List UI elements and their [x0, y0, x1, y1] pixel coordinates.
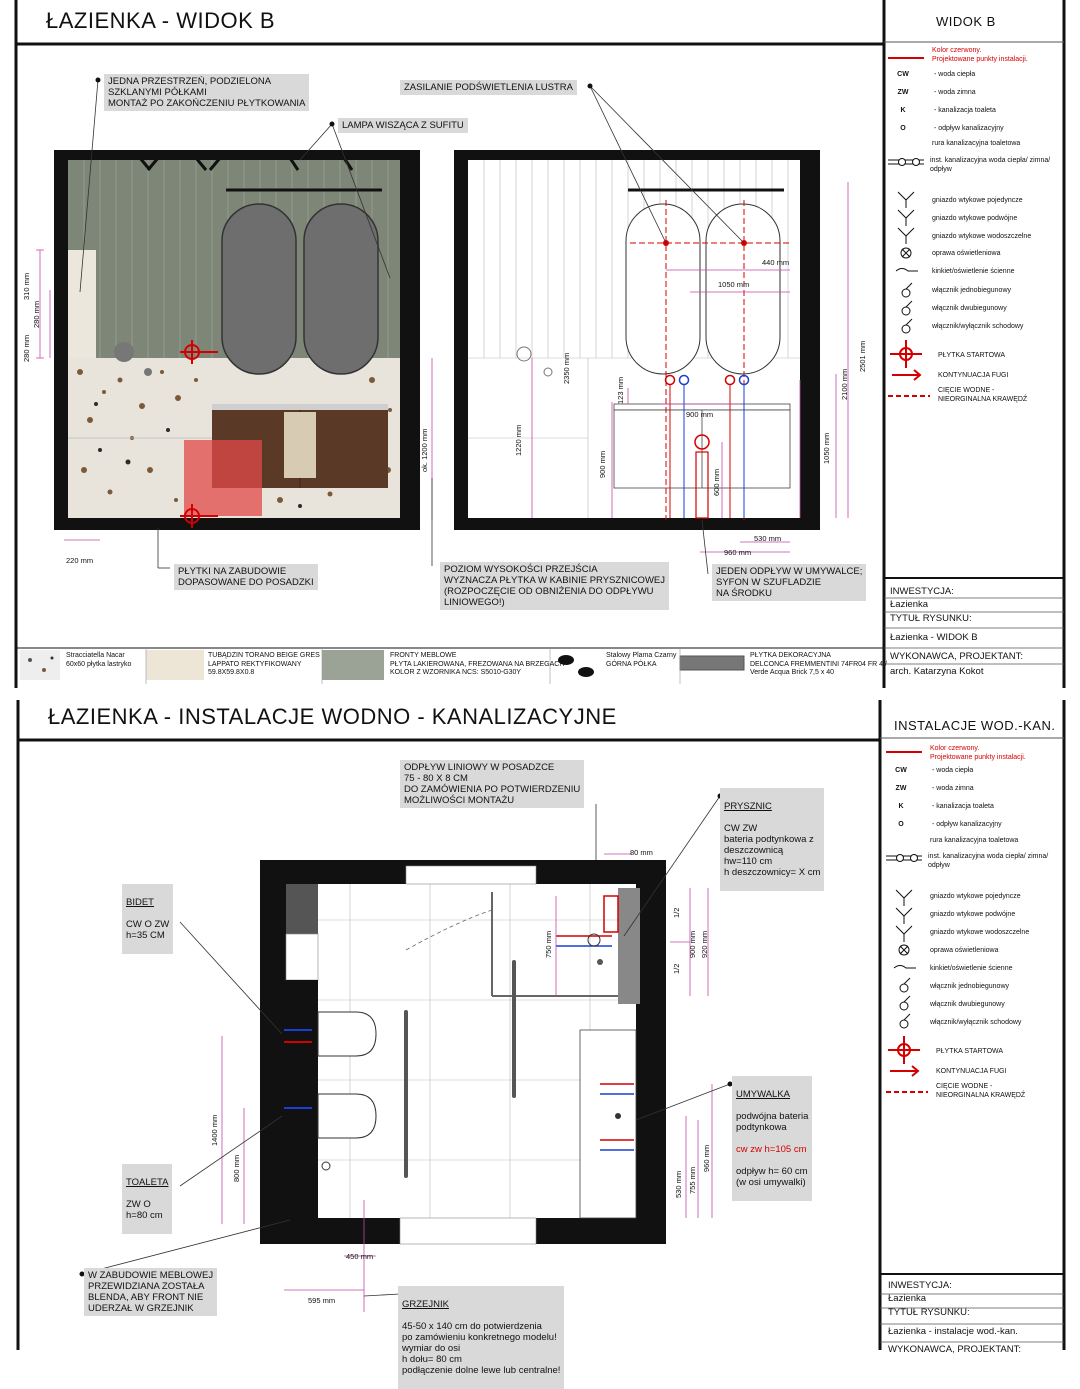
legend-pipe-label: rura kanalizacyjna toaletowa: [930, 837, 1019, 844]
info-value: Łazienka: [888, 1293, 927, 1304]
info-label: TYTUŁ RYSUNKU:: [888, 1307, 970, 1318]
dim-label: 1050 mm: [822, 432, 831, 464]
dim-label: ok. 1200 mm: [420, 428, 429, 472]
info-label: INWESTYCJA:: [888, 1280, 952, 1291]
legend-item: gniazdo wtykowe pojedyncze: [932, 197, 1023, 204]
legend-red-note: Kolor czerwony. Projektowane punkty instalacji.: [930, 745, 1026, 761]
legend-item: kinkiet/oświetlenie ścienne: [930, 965, 1013, 972]
note-title: BIDET: [126, 897, 154, 908]
legend: [888, 46, 1062, 406]
info-value: arch. Katarzyna Kokot: [890, 666, 984, 677]
dim-label: 2350 mm: [562, 352, 571, 384]
note-bidet: [122, 884, 173, 954]
title-block: [890, 584, 1060, 684]
callout-lamp: LAMPA WISZĄCA Z SUFITU: [338, 118, 468, 133]
legend-item: PŁYTKA STARTOWA: [936, 1048, 1004, 1055]
dim-label: 595 mm: [308, 1296, 336, 1305]
legend-item: włącznik/wyłącznik schodowy: [932, 323, 1024, 330]
note-body: odpływ h= 60 cm (w osi umywalki): [736, 1166, 808, 1188]
note-title: TOALETA: [126, 1177, 169, 1188]
callout-tiles: PŁYTKI NA ZABUDOWIE DOPASOWANE DO POSADZKI: [174, 564, 318, 590]
legend-item: włącznik dwubiegunowy: [932, 305, 1007, 312]
note-shower: [720, 788, 824, 891]
dim-label: 960 mm: [702, 1144, 711, 1172]
info-value: Łazienka - instalacje wod.-kan.: [888, 1326, 1018, 1337]
legend-item: gniazdo wtykowe podwójne: [932, 215, 1018, 222]
side-title-b: INSTALACJE WOD.-KAN.: [894, 718, 1056, 733]
note-body: CW O ZW h=35 CM: [126, 919, 170, 941]
dim-label: 600 mm: [712, 468, 721, 496]
legend-code-text: - woda zimna: [932, 785, 974, 792]
floor-plan: [80, 794, 733, 1313]
legend-red-note: Kolor czerwony. Projektowane punkty instalacji.: [932, 47, 1028, 63]
dim-label: 80 mm: [630, 848, 653, 857]
info-value: Łazienka: [890, 599, 929, 610]
legend-item: PŁYTKA STARTOWA: [938, 352, 1006, 359]
legend-b: [886, 742, 1060, 1102]
material-label: Stalowy Plama Czarny GÓRNA PÓŁKA: [606, 652, 677, 668]
dim-label: 310 mm: [22, 272, 31, 300]
legend-code-text: - woda zimna: [934, 89, 976, 96]
note-title: UMYWALKA: [736, 1089, 791, 1100]
info-label: TYTUŁ RYSUNKU:: [890, 613, 972, 624]
callout-blenda: W ZABUDOWIE MEBLOWEJ PRZEWIDZIANA ZOSTAŁA BLENDA, ABY FRONT NIE UDERZAŁ W GRZEJNIK: [84, 1268, 217, 1316]
side-title: WIDOK B: [936, 14, 996, 29]
dim-label: 960 mm: [724, 548, 752, 557]
legend-code: CW: [897, 71, 909, 78]
callout-drain: JEDEN ODPŁYW W UMYWALCE; SYFON W SZUFLADZIE NA ŚRODKU: [712, 564, 866, 601]
info-value: Łazienka - WIDOK B: [890, 632, 978, 643]
dim-label: 1/2: [672, 963, 681, 974]
dim-label: 1/2: [672, 907, 681, 918]
legend-item: oprawa oświetleniowa: [930, 947, 999, 954]
dim-label: 920 mm: [700, 930, 709, 958]
legend-item: inst. kanalizacyjna woda ciepła/ zimna/ odpływ: [930, 157, 1051, 173]
material-label: FRONTY MEBLOWE PŁYTA LAKIEROWANA, FREZOWANA NA BRZEGACH KOLOR Z WZORNIKA NCS: S5010-G30Y: [390, 652, 565, 676]
legend-item: oprawa oświetleniowa: [932, 250, 1001, 257]
note-body: 45-50 x 140 cm do potwierdzenia po zamówieniu konkretnego modelu! wymiar do osi h dołu= 80 cm podłączenie dolne lewe lub centralne!: [402, 1321, 561, 1376]
callout-mirror: ZASILANIE PODŚWIETLENIA LUSTRA: [400, 80, 577, 95]
dim-label: 220 mm: [66, 556, 94, 565]
info-label: INWESTYCJA:: [890, 586, 954, 597]
legend-code-text: - kanalizacja toaleta: [932, 803, 994, 810]
legend-code: ZW: [897, 89, 909, 96]
note-body: CW ZW bateria podtynkowa z deszczownicą hw=110 cm h deszczownicy= X cm: [724, 823, 821, 878]
legend-code-text: - woda ciepła: [932, 767, 974, 774]
note-toilet: [122, 1164, 172, 1234]
legend-item: gniazdo wtykowe wodoszczelne: [932, 233, 1032, 240]
note-title: GRZEJNIK: [402, 1299, 449, 1310]
legend-item: CIĘCIE WODNE - NIEORGINALNA KRAWĘDŹ: [938, 387, 1028, 403]
callout-shelves: JEDNA PRZESTRZEŃ, PODZIELONA SZKLANYMI PÓŁKAMI MONTAŻ PO ZAKOŃCZENIU PŁYTKOWANIA: [104, 74, 309, 111]
legend-code: CW: [895, 767, 907, 774]
dim-label: 755 mm: [688, 1166, 697, 1194]
legend-item: kinkiet/oświetlenie ścienne: [932, 268, 1015, 275]
legend-code-text: - odpływ kanalizacyjny: [932, 821, 1002, 828]
legend-code-text: - odpływ kanalizacyjny: [934, 125, 1004, 132]
sheet-divider: [0, 688, 1080, 700]
page-title-b: ŁAZIENKA - INSTALACJE WODNO - KANALIZACYJNE: [48, 704, 617, 729]
dim-label: 2100 mm: [840, 368, 849, 400]
sheet-instalacje: [0, 700, 1080, 1376]
elevation-colored: [36, 78, 432, 569]
dim-label: 1400 mm: [210, 1114, 219, 1146]
dim-label: 1050 mm: [718, 280, 750, 289]
dim-label: 530 mm: [674, 1170, 683, 1198]
dim-label: 900 mm: [598, 450, 607, 478]
dim-label: 1220 mm: [514, 424, 523, 456]
dim-label: 800 mm: [232, 1154, 241, 1182]
legend-code: K: [900, 107, 906, 114]
dim-label: 900 mm: [686, 410, 714, 419]
dim-label: 440 mm: [762, 258, 790, 267]
note-body: ZW O h=80 cm: [126, 1199, 163, 1221]
legend-item: gniazdo wtykowe wodoszczelne: [930, 929, 1030, 936]
info-label: WYKONAWCA, PROJEKTANT:: [888, 1344, 1022, 1355]
legend-code-text: - woda ciepła: [934, 71, 976, 78]
legend-pipe-label: rura kanalizacyjna toaletowa: [932, 140, 1021, 147]
sheet-widok-b: [0, 0, 1080, 688]
material-label: PŁYTKA DEKORACYJNA DELCONCA FREMMENTINI 74FR04 FR 4 / Verde Acqua Brick 7,5 x 40: [750, 652, 887, 676]
dim-label: 530 mm: [754, 534, 782, 543]
legend-code: O: [900, 125, 906, 132]
legend-item: włącznik/wyłącznik schodowy: [930, 1019, 1022, 1026]
dim-label: 280 mm: [32, 300, 41, 328]
legend-item: inst. kanalizacyjna woda ciepła/ zimna/ odpływ: [928, 853, 1049, 869]
note-sink: [732, 1076, 812, 1201]
legend-item: gniazdo wtykowe podwójne: [930, 911, 1016, 918]
material-label: Stracciatella Nacar 60x60 płytka lastryko: [66, 652, 132, 668]
note-red-text: cw zw h=105 cm: [736, 1144, 807, 1155]
note-heater: [398, 1286, 564, 1389]
legend-item: włącznik jednobiegunowy: [932, 287, 1011, 294]
elevation-technical: [454, 84, 848, 575]
legend-item: włącznik dwubiegunowy: [930, 1001, 1005, 1008]
legend-item: włącznik jednobiegunowy: [930, 983, 1009, 990]
legend-item: CIĘCIE WODNE - NIEORGINALNA KRAWĘDŹ: [936, 1083, 1026, 1099]
legend-code: K: [898, 803, 904, 810]
note-title: PRYSZNIC: [724, 801, 772, 812]
legend-code-text: - kanalizacja toaleta: [934, 107, 996, 114]
dim-label: 450 mm: [346, 1252, 374, 1261]
info-label: WYKONAWCA, PROJEKTANT:: [890, 651, 1024, 662]
page-title: ŁAZIENKA - WIDOK B: [46, 8, 276, 33]
dim-label: 123 mm: [616, 376, 625, 404]
title-block-b: [888, 1278, 1060, 1355]
callout-level: POZIOM WYSOKOŚCI PRZEJŚCIA WYZNACZA PŁYTKA W KABINIE PRYSZNICOWEJ (ROZPOCZĘCIE OD OBNIŻENIA DO ODPŁYWU LINIOWEGO!): [440, 562, 669, 610]
material-label: TUBĄDZIN TORANO BEIGE GRES LAPPATO REKTYFIKOWANY 59.8X59.8X0.8: [208, 652, 320, 676]
note-body: podwójna bateria podtynkowa: [736, 1111, 809, 1133]
dim-label: 900 mm: [688, 930, 697, 958]
legend-code: O: [898, 821, 904, 828]
legend-item: gniazdo wtykowe pojedyncze: [930, 893, 1021, 900]
dim-label: 280 mm: [22, 334, 31, 362]
legend-item: KONTYNUACJA FUGI: [936, 1068, 1007, 1075]
legend-code: ZW: [895, 785, 907, 792]
legend-item: KONTYNUACJA FUGI: [938, 372, 1009, 379]
callout-linear-drain: ODPŁYW LINIOWY W POSADZCE 75 - 80 X 8 CM DO ZAMÓWIENIA PO POTWIERDZENIU MOŻLIWOŚCI MONTAŻU: [400, 760, 584, 808]
dim-label: 2501 mm: [858, 340, 867, 372]
dim-label: 750 mm: [544, 930, 553, 958]
